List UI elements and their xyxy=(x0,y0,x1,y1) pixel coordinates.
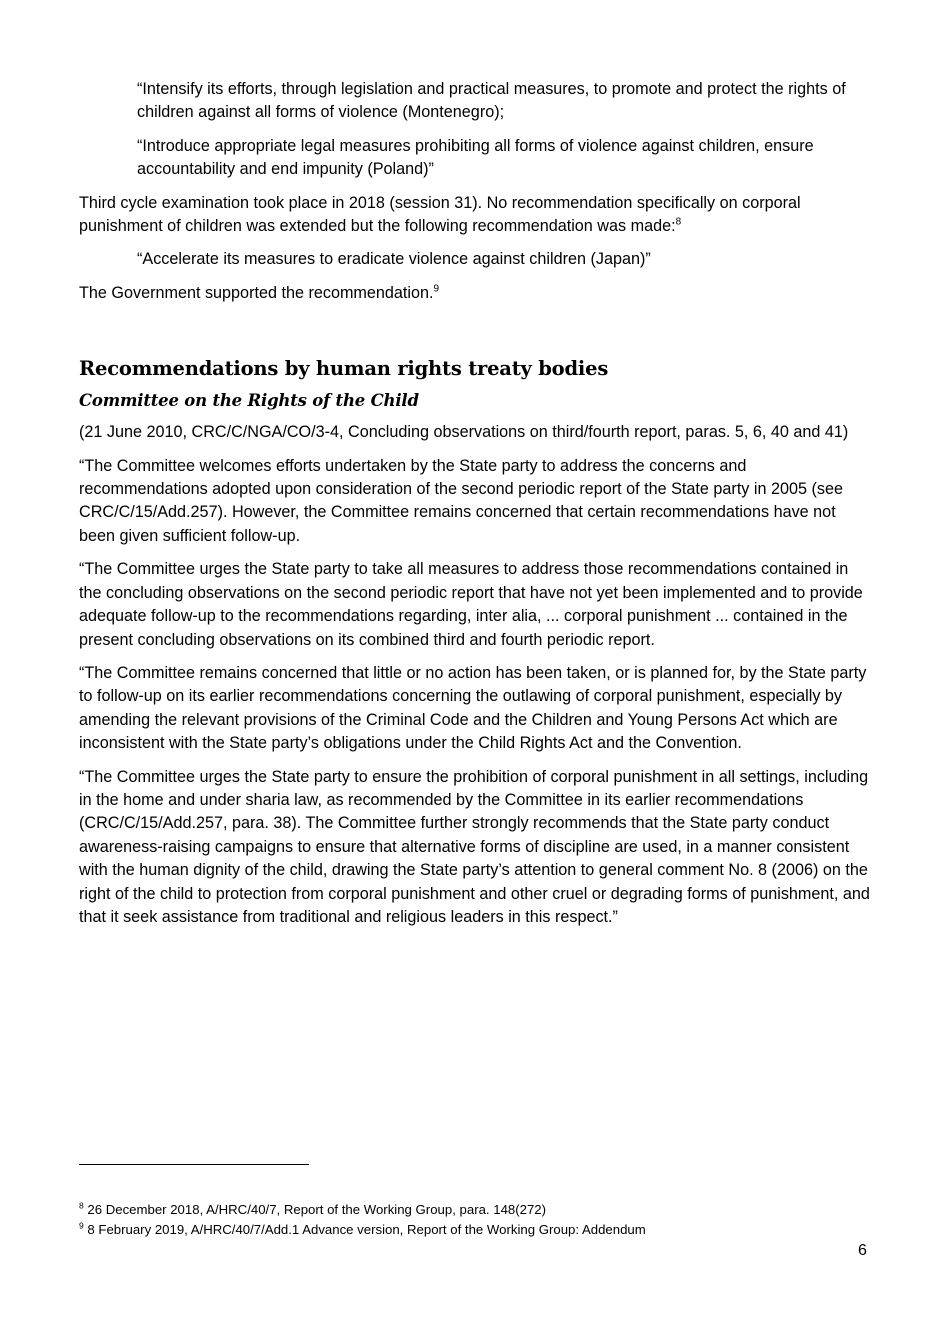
footnote-8 xyxy=(79,1200,874,1220)
section-subheading: Committee on the Rights of the Child xyxy=(79,391,419,411)
committee-paragraph: “The Committee welcomes efforts undertaken by the State party to address the concerns and recommendations adopted upon consideration of the second periodic report of the State party in 2005 (see CRC/C/15/Add.257). However, the Committee remains concerned that certain recommendations have not been given sufficient follow-up. xyxy=(79,456,843,545)
quote-japan: “Accelerate its measures to eradicate violence against children (Japan)” xyxy=(137,250,651,269)
section-heading: Recommendations by human rights treaty bodies xyxy=(79,357,609,381)
committee-paragraph: “The Committee remains concerned that little or no action has been taken, or is planned for, by the State party to follow-up on its earlier recommendations concerning the outlawing of corporal punishment, especially by amending the relevant provisions of the Criminal Code and the Children and Young Persons Act which are inconsistent with the State party’s obligations under the Child Rights Act and the Convention. xyxy=(79,663,867,753)
page-number: 6 xyxy=(858,1242,867,1259)
footnote-text: 8 February 2019, A/HRC/40/7/Add.1 Advance version, Report of the Working Group: Addendum xyxy=(83,1221,646,1237)
committee-paragraph: “The Committee urges the State party to take all measures to address those recommendations contained in the concluding observations on the second periodic report that have not yet been implemented and to provide adequate follow-up to the recommendations regarding, inter alia, ... corporal punishment ... contained in the present concluding observations on its combined third and fourth periodic report. xyxy=(79,560,863,649)
third-cycle-text: Third cycle examination took place in 2018 (session 31). No recommendation specifically on corporal punishment of children was extended but the following recommendation was made: xyxy=(79,193,801,236)
government-text: The Government supported the recommendation. xyxy=(79,283,434,302)
footnote-text: 26 December 2018, A/HRC/40/7, Report of the Working Group, para. 148(272) xyxy=(83,1202,547,1217)
quote-montenegro: “Intensify its efforts, through legislation and practical measures, to promote and protect the rights of children against all forms of violence (Montenegro); xyxy=(137,80,846,122)
third-cycle-paragraph xyxy=(79,192,874,239)
footnote-ref-9[interactable]: 9 xyxy=(433,283,440,295)
document-page xyxy=(79,78,874,929)
footnote-divider xyxy=(79,1164,309,1165)
footnote-number: 8 xyxy=(79,1200,84,1211)
footnote-ref-8[interactable]: 8 xyxy=(675,216,682,228)
committee-paragraph: “The Committee urges the State party to ensure the prohibition of corporal punishment in all settings, including in the home and under sharia law, as recommended by the Committee in its earlier recommendations (CRC/C/15/Add.257, para. 38). The Committee further strongly recommends that the State party conduct awareness-raising campaigns to ensure that alternative forms of discipline are used, in a manner consistent with the human dignity of the child, drawing the State party’s attention to general comment No. 8 (2006) on the right of the child to protection from corporal punishment and other cruel or degrading forms of punishment, and that it seek assistance from traditional and religious leaders in this respect.” xyxy=(79,767,870,926)
citation: (21 June 2010, CRC/C/NGA/CO/3-4, Concluding observations on third/fourth report, paras. 5, 6, 40 and 41) xyxy=(79,423,849,442)
footnote-number: 9 xyxy=(79,1220,84,1231)
quote-poland: “Introduce appropriate legal measures prohibiting all forms of violence against children, ensure accountability and end impunity (Poland)” xyxy=(137,136,814,179)
footnote-9 xyxy=(79,1220,874,1240)
government-paragraph xyxy=(79,282,874,305)
footnotes xyxy=(79,1200,874,1239)
